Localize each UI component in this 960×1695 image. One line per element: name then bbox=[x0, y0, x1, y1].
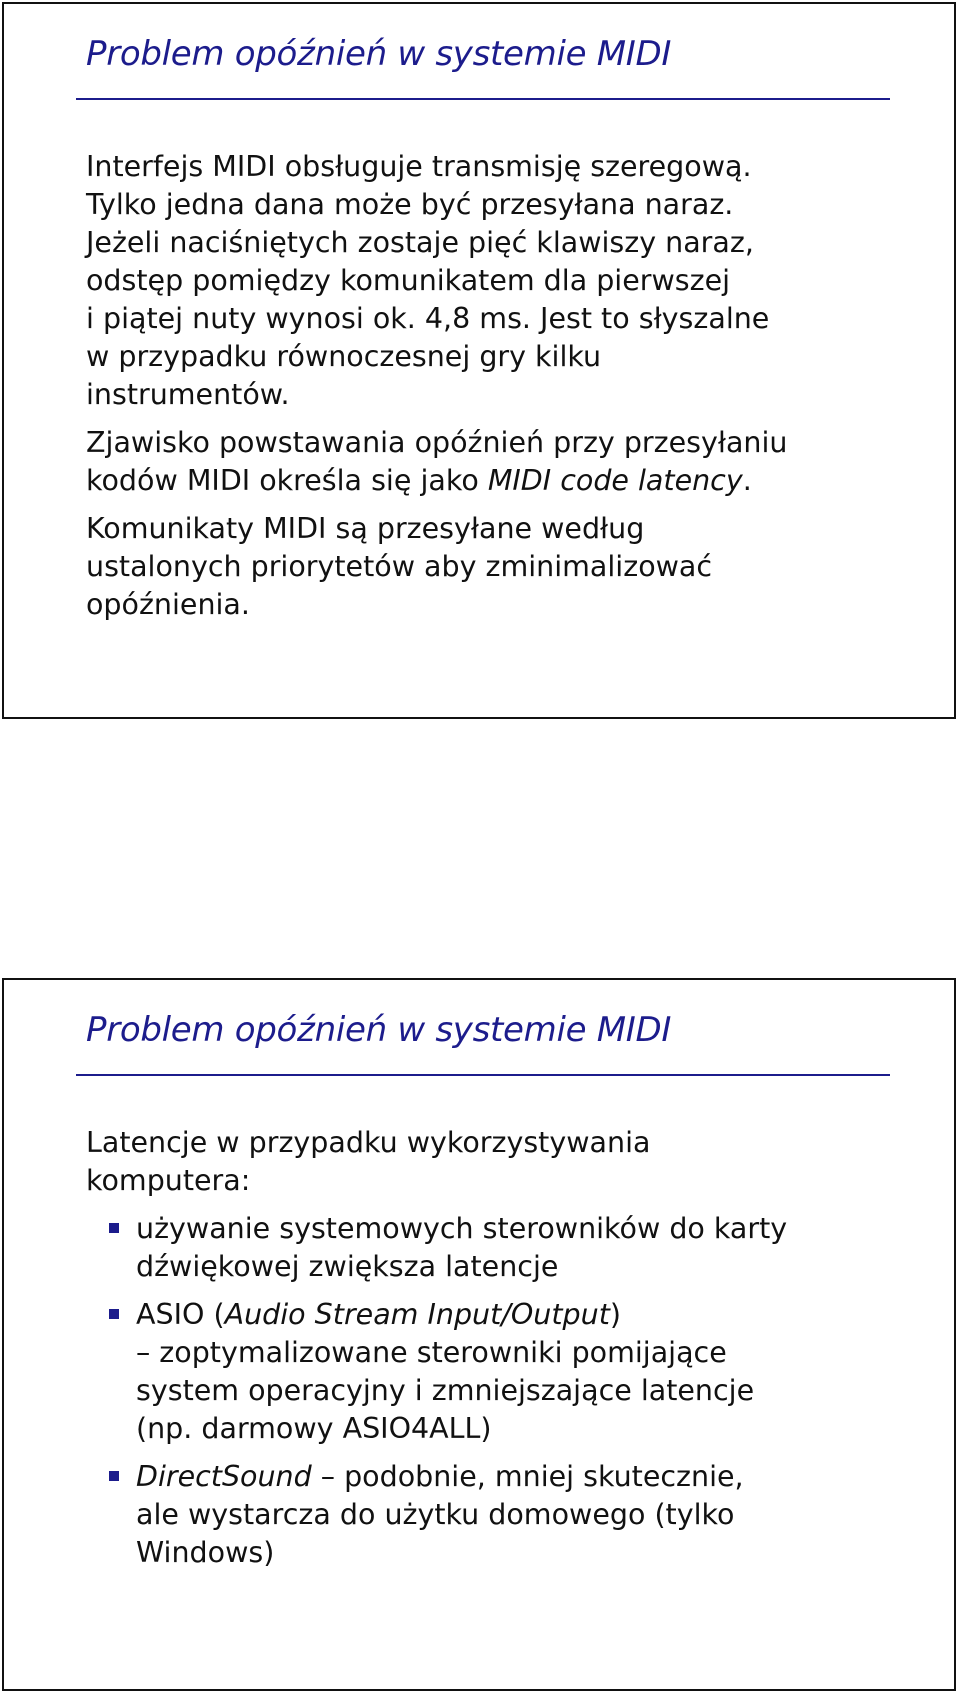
text-line: używanie systemowych sterowników do karty bbox=[136, 1212, 788, 1245]
title-divider bbox=[76, 98, 890, 100]
text-line: Zjawisko powstawania opóźnień przy przesyłaniu bbox=[86, 426, 788, 459]
slide-2 bbox=[2, 978, 956, 1691]
slide-1 bbox=[2, 2, 956, 719]
text-line: instrumentów. bbox=[86, 378, 290, 411]
text-line: ustalonych priorytetów aby zminimalizować bbox=[86, 550, 713, 583]
square-bullet-icon bbox=[109, 1223, 119, 1233]
emphasis-term: Audio Stream Input/Output bbox=[224, 1298, 610, 1331]
paragraph-code-latency bbox=[86, 424, 916, 500]
text-line: dźwiękowej zwiększa latencje bbox=[136, 1250, 559, 1283]
emphasis-term: MIDI code latency bbox=[487, 464, 743, 497]
list-item bbox=[86, 1296, 916, 1448]
text-fragment: ) bbox=[609, 1298, 621, 1331]
emphasis-term: DirectSound bbox=[136, 1460, 312, 1493]
slide-title: Problem opóźnień w systemie MIDI bbox=[86, 34, 672, 74]
text-line: Windows) bbox=[136, 1536, 275, 1569]
text-line: (np. darmowy ASIO4ALL) bbox=[136, 1412, 492, 1445]
text-line: Latencje w przypadku wykorzystywania bbox=[86, 1126, 651, 1159]
text-line: Interfejs MIDI obsługuje transmisję szeregową. bbox=[86, 150, 752, 183]
paragraph-serial-transmission bbox=[86, 148, 916, 414]
text-fragment: . bbox=[742, 464, 752, 497]
list-item bbox=[86, 1458, 916, 1572]
text-line: – zoptymalizowane sterowniki pomijające bbox=[136, 1336, 727, 1369]
text-line: w przypadku równoczesnej gry kilku bbox=[86, 340, 602, 373]
text-line: ale wystarcza do użytku domowego (tylko bbox=[136, 1498, 735, 1531]
text-line: Komunikaty MIDI są przesyłane według bbox=[86, 512, 645, 545]
square-bullet-icon bbox=[109, 1309, 119, 1319]
title-divider bbox=[76, 1074, 890, 1076]
text-line: odstęp pomiędzy komunikatem dla pierwszej bbox=[86, 264, 731, 297]
slide-body bbox=[86, 148, 916, 634]
square-bullet-icon bbox=[109, 1471, 119, 1481]
text-line: komputera: bbox=[86, 1164, 251, 1197]
text-fragment: kodów MIDI określa się jako bbox=[86, 464, 488, 497]
list-item bbox=[86, 1210, 916, 1286]
text-line: Jeżeli naciśniętych zostaje pięć klawiszy naraz, bbox=[86, 226, 754, 259]
paragraph-priorities bbox=[86, 510, 916, 624]
text-fragment: – podobnie, mniej skutecznie, bbox=[311, 1460, 744, 1493]
text-line: system operacyjny i zmniejszające latencje bbox=[136, 1374, 755, 1407]
paragraph-intro bbox=[86, 1124, 916, 1200]
bullet-list bbox=[86, 1210, 916, 1572]
slide-title: Problem opóźnień w systemie MIDI bbox=[86, 1010, 672, 1050]
text-line: opóźnienia. bbox=[86, 588, 250, 621]
text-line: i piątej nuty wynosi ok. 4,8 ms. Jest to słyszalne bbox=[86, 302, 770, 335]
text-fragment: ASIO ( bbox=[136, 1298, 225, 1331]
text-line: Tylko jedna dana może być przesyłana naraz. bbox=[86, 188, 734, 221]
slide-body bbox=[86, 1124, 916, 1582]
